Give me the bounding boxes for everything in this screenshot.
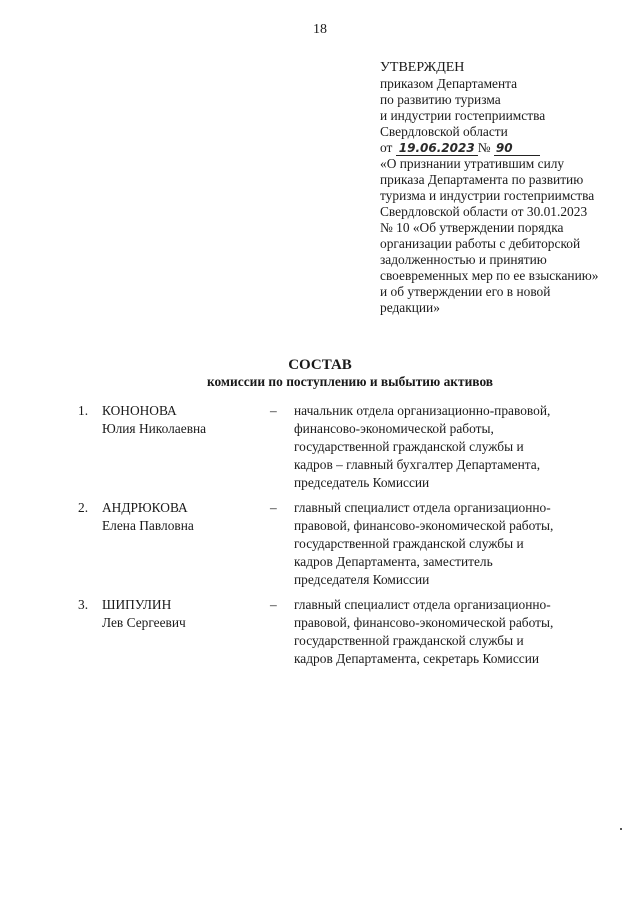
approval-title: УТВЕРЖДЕН [380, 60, 465, 75]
approval-line: Свердловской области [380, 124, 508, 139]
number-prefix: № [477, 140, 491, 155]
order-title-line: приказа Департамента по развитию [380, 172, 584, 187]
role-line: председатель Комиссии [294, 475, 430, 490]
member-dash: – [270, 500, 277, 515]
document-subtitle: комиссии по поступлению и выбытию активов [206, 374, 494, 389]
role-line: государственной гражданской службы и [294, 439, 524, 454]
member-number: 2. [78, 500, 89, 515]
role-line: председателя Комиссии [294, 572, 430, 587]
role-line: государственной гражданской службы и [294, 633, 524, 648]
role-line: главный специалист отдела организационно- [294, 500, 551, 515]
member-number: 1. [78, 403, 89, 418]
approval-line: и индустрии гостеприимства [380, 108, 546, 123]
page-number: 18 [313, 22, 327, 37]
member-surname: АНДРЮКОВА [102, 500, 188, 515]
member-role [294, 499, 584, 589]
order-title-line: Свердловской области от 30.01.2023 [380, 204, 588, 219]
role-line: кадров Департамента, секретарь Комиссии [294, 651, 540, 666]
member-given-names: Лев Сергеевич [102, 615, 186, 630]
order-title-line: туризма и индустрии гостеприимства [380, 188, 595, 203]
order-title-line: задолженностью и принятию [380, 252, 547, 267]
member-given-names: Елена Павловна [102, 518, 194, 533]
member-role [294, 596, 584, 668]
approval-block [380, 60, 620, 316]
member-role [294, 402, 584, 492]
order-title-line: и об утверждении его в новой [380, 284, 551, 299]
approval-line: по развитию туризма [380, 92, 501, 107]
date-prefix: от [380, 140, 393, 155]
role-line: финансово-экономической работы, [294, 421, 494, 436]
order-title-line: № 10 «Об утверждении порядка [380, 220, 564, 235]
scan-speck [620, 828, 622, 830]
approval-line: приказом Департамента [380, 76, 518, 91]
order-title-line: редакции» [380, 300, 440, 315]
order-title-line: своевременных мер по ее взысканию» [380, 268, 599, 283]
role-line: правовой, финансово-экономической работы, [294, 518, 554, 533]
document-title: СОСТАВ [288, 357, 352, 373]
order-title-line: «О признании утратившим силу [380, 156, 565, 171]
order-title-line: организации работы с дебиторской [380, 236, 581, 251]
handwritten-number: 90 [494, 142, 540, 156]
role-line: кадров Департамента, заместитель [294, 554, 493, 569]
role-line: государственной гражданской службы и [294, 536, 524, 551]
member-given-names: Юлия Николаевна [102, 421, 207, 436]
handwritten-date: 19.06.2023 [396, 142, 478, 156]
approval-date-line [380, 140, 620, 156]
member-name [102, 596, 186, 632]
member-surname: ШИПУЛИН [102, 597, 172, 612]
member-dash: – [270, 597, 277, 612]
role-line: кадров – главный бухгалтер Департамента, [294, 457, 541, 472]
member-surname: КОНОНОВА [102, 403, 177, 418]
member-dash: – [270, 403, 277, 418]
role-line: правовой, финансово-экономической работы, [294, 615, 554, 630]
role-line: главный специалист отдела организационно- [294, 597, 551, 612]
role-line: начальник отдела организационно-правовой, [294, 403, 551, 418]
member-number: 3. [78, 597, 89, 612]
member-name [102, 402, 206, 438]
member-name [102, 499, 194, 535]
